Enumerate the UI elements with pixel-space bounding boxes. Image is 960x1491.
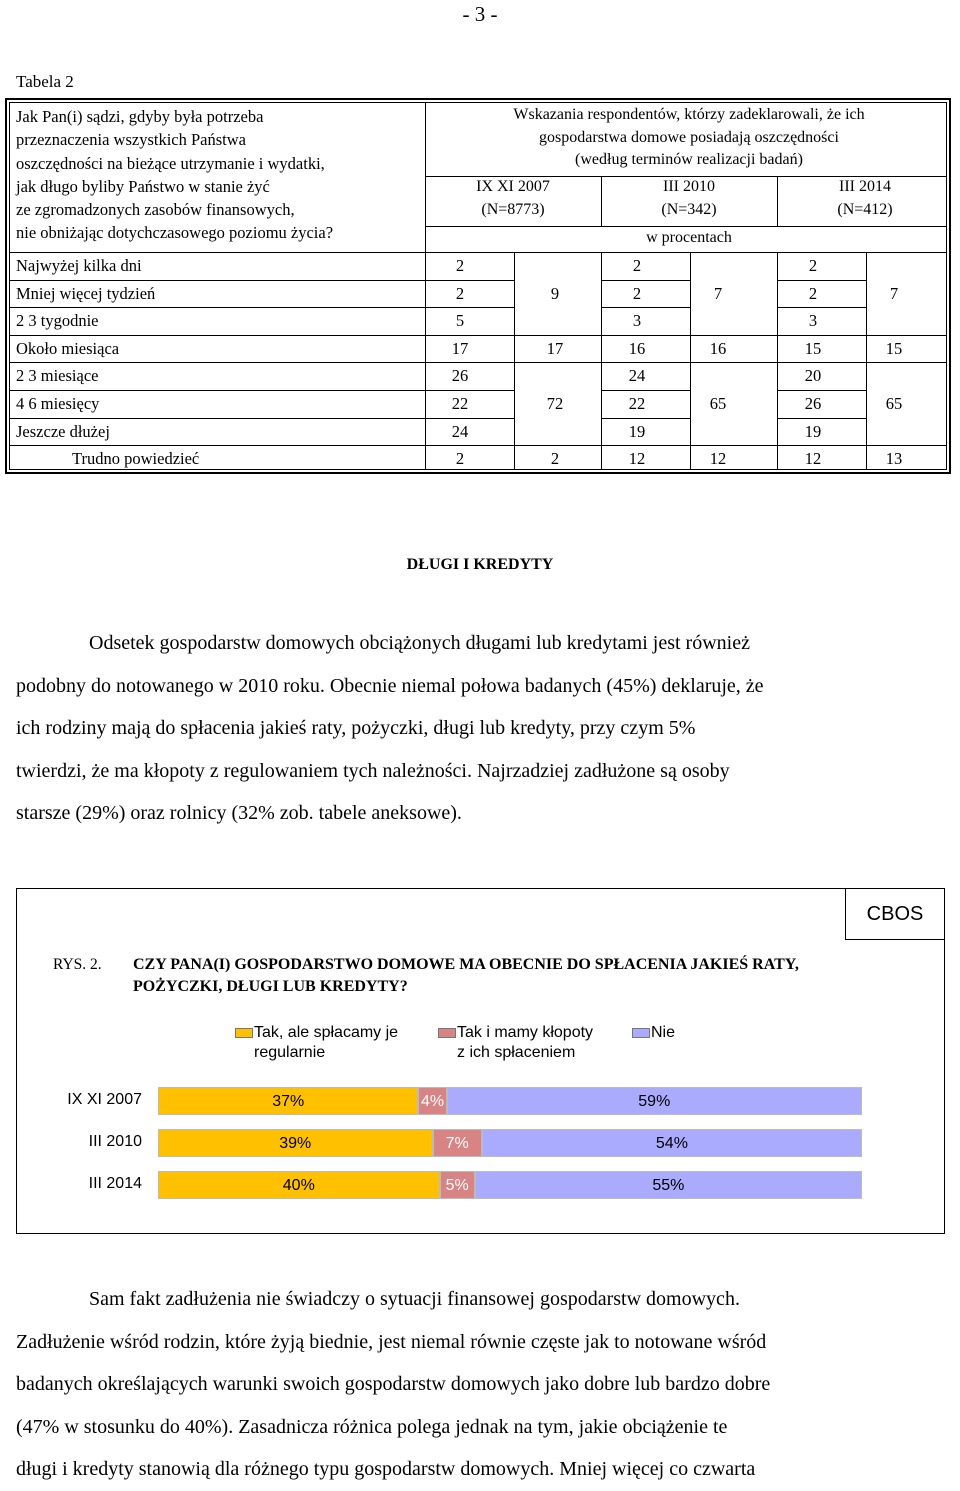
table-cell-value: 2 <box>808 283 818 303</box>
table-rule <box>9 280 514 281</box>
section-heading: DŁUGI I KREDYTY <box>406 556 554 573</box>
table-cell-group: 16 <box>709 338 727 358</box>
question-line: Jak Pan(i) sądzi, gdyby była potrzeba <box>16 107 264 126</box>
table-rule <box>777 307 866 308</box>
bar-value-label: 55% <box>652 1177 685 1194</box>
column-header-2007 <box>425 176 601 221</box>
legend-label-line: regularnie <box>254 1044 326 1061</box>
table-cell-value: 22 <box>451 394 469 413</box>
bar-segment <box>418 1087 446 1115</box>
table-cell-group: 15 <box>885 338 903 358</box>
table-rule <box>9 335 947 336</box>
table-cell-group: 7 <box>889 283 899 303</box>
legend-label <box>651 1023 675 1043</box>
bar-segment <box>158 1129 433 1157</box>
column-period: III 2010 <box>663 178 715 195</box>
table-rule <box>777 280 866 281</box>
table-rule <box>601 252 602 470</box>
header-line: gospodarstwa domowe posiadają oszczędności <box>539 128 839 146</box>
paragraph-line: ich rodziny mają do spłacenia jakieś raty, pożyczki, długi lub kredyty, przy czym 5% <box>16 717 696 739</box>
table-rule <box>9 252 947 253</box>
table-cell-value: 24 <box>628 366 646 386</box>
table-question <box>16 105 333 245</box>
table-cell-group: 7 <box>713 283 723 303</box>
table-cell-value: 22 <box>628 394 646 413</box>
table-cell-value: 26 <box>804 394 822 413</box>
bar-value-label: 5% <box>445 1177 469 1194</box>
question-line: jak długo byliby Państwo w stanie żyć <box>16 176 270 196</box>
bar-segment <box>475 1171 862 1199</box>
paragraph-line: starsze (29%) oraz rolnicy (32% zob. tabele aneksowe). <box>16 802 462 824</box>
column-period: IX XI 2007 <box>476 178 550 195</box>
bar-value-label: 59% <box>638 1093 671 1110</box>
table-row-label: Trudno powiedzieć <box>72 449 200 469</box>
cbos-logo: CBOS <box>845 888 945 940</box>
bar-segment <box>158 1087 418 1115</box>
bar-value-label: 40% <box>282 1177 315 1194</box>
page-number: - 3 - <box>462 2 498 26</box>
table-row-label: 2 3 miesiące <box>16 366 99 386</box>
bar-value-label: 39% <box>279 1135 312 1152</box>
table-rule <box>601 390 690 391</box>
category-label: III 2014 <box>88 1175 142 1192</box>
table-cell-value: 26 <box>451 366 469 386</box>
table-rule <box>9 307 514 308</box>
figure-title-line: POŻYCZKI, DŁUGI LUB KREDYTY? <box>133 978 408 995</box>
table-cell-value: 3 <box>632 311 642 331</box>
table-cell-group: 2 <box>550 449 560 469</box>
column-header-2010 <box>601 176 777 221</box>
table-row-label: 2 3 tygodnie <box>16 311 99 331</box>
table-cell-group: 72 <box>546 394 564 413</box>
table-cell-value: 20 <box>804 366 822 386</box>
legend-label-line: Tak i mamy kłopoty <box>457 1024 594 1041</box>
paragraph-line: Sam fakt zadłużenia nie świadczy o sytuacji finansowej gospodarstw domowych. <box>89 1288 740 1310</box>
bar-value-label: 37% <box>272 1093 305 1110</box>
figure-label: RYS. 2. <box>53 956 102 973</box>
table-cell-value: 2 <box>455 449 465 469</box>
table-unit: w procentach <box>646 229 732 246</box>
table-rule <box>601 280 690 281</box>
legend-label-line: Tak, ale spłacamy je <box>254 1024 399 1041</box>
table-row-label: Około miesiąca <box>16 338 120 358</box>
question-line: nie obniżając dotychczasowego poziomu życia? <box>16 223 334 243</box>
column-period: III 2014 <box>839 178 891 195</box>
legend-label-line: Nie <box>651 1024 676 1041</box>
table-cell-value: 2 <box>632 283 642 303</box>
figure-title-line: CZY PANA(I) GOSPODARSTWO DOMOWE MA OBECNIE DO SPŁACENIA JAKIEŚ RATY, <box>133 956 799 973</box>
bar-value-label: 54% <box>655 1135 688 1152</box>
column-header-2014 <box>777 176 953 221</box>
legend-swatch <box>235 1028 253 1038</box>
table-row-label: Najwyżej kilka dni <box>16 256 142 275</box>
table-header <box>425 104 953 172</box>
table-cell-value: 15 <box>804 338 822 358</box>
column-n: (N=412) <box>837 200 893 218</box>
table-cell-value: 16 <box>628 338 646 358</box>
bar-segment <box>440 1171 475 1199</box>
table-rule <box>9 362 947 363</box>
table-cell-value: 19 <box>628 421 646 441</box>
table-cell-group: 17 <box>546 338 564 358</box>
table-row-label: 4 6 miesięcy <box>16 394 100 413</box>
table-rule <box>777 252 778 470</box>
legend-label <box>254 1023 398 1063</box>
table-rule <box>777 418 866 419</box>
bar-value-label: 4% <box>420 1093 445 1110</box>
table-cell-value: 12 <box>804 449 822 469</box>
table-row-label: Mniej więcej tydzień <box>16 283 156 303</box>
table-caption: Tabela 2 <box>16 72 74 91</box>
table-row-label: Jeszcze dłużej <box>16 421 110 441</box>
paragraph-2 <box>16 1278 944 1491</box>
table-cell-group: 12 <box>709 449 727 469</box>
paragraph-line: badanych określających warunki swoich gospodarstw domowych jako dobre lub bardzo dobre <box>16 1373 771 1395</box>
table-rule <box>9 445 947 446</box>
table-cell-value: 19 <box>804 421 822 441</box>
paragraph-line: długi i kredyty stanowią dla różnego typu gospodarstw domowych. Mniej więcej co czwarta <box>16 1458 756 1480</box>
paragraph-line: twierdzi, że ma kłopoty z regulowaniem tych należności. Najrzadziej zadłużone są osoby <box>16 759 730 782</box>
table-cell-group: 13 <box>885 449 903 469</box>
bar-segment <box>447 1087 862 1115</box>
category-label: III 2010 <box>88 1133 142 1150</box>
table-cell-group: 65 <box>885 394 903 413</box>
table-cell-value: 12 <box>628 449 646 469</box>
table-cell-value: 24 <box>451 421 469 441</box>
table-cell-value: 2 <box>455 283 465 303</box>
legend-swatch <box>632 1028 650 1038</box>
paragraph-1 <box>16 622 944 835</box>
paragraph-line: Odsetek gospodarstw domowych obciążonych długami lub kredytami jest również <box>89 632 750 654</box>
table-cell-value: 3 <box>808 311 818 331</box>
category-label: IX XI 2007 <box>67 1091 142 1108</box>
table-rule <box>601 307 690 308</box>
question-line: przeznaczenia wszystkich Państwa <box>16 130 246 150</box>
table-rule <box>601 418 690 419</box>
header-line: (według terminów realizacji badań) <box>575 151 803 168</box>
bar-segment <box>433 1129 482 1157</box>
bar-value-label: 7% <box>445 1135 469 1152</box>
column-n: (N=342) <box>661 200 717 218</box>
legend-label-line: z ich spłaceniem <box>457 1044 576 1061</box>
table-cell-group: 9 <box>550 283 560 303</box>
paragraph-line: Zadłużenie wśród rodzin, które żyją biednie, jest niemal równie częste jak to notowane wśród <box>16 1330 767 1353</box>
table-rule <box>514 252 515 470</box>
column-n: (N=8773) <box>481 200 545 218</box>
table-cell-value: 2 <box>632 256 642 275</box>
figure-title <box>133 954 799 998</box>
table-cell-value: 17 <box>451 338 469 358</box>
table-cell-value: 5 <box>455 311 465 331</box>
table-rule <box>777 390 866 391</box>
table-cell-value: 2 <box>808 256 818 275</box>
legend-label <box>457 1023 593 1063</box>
table-rule <box>9 390 514 391</box>
table-cell-group: 65 <box>709 394 727 413</box>
header-line: Wskazania respondentów, którzy zadeklarowali, że ich <box>513 106 865 123</box>
bar-segment <box>482 1129 862 1157</box>
legend-swatch <box>438 1028 456 1038</box>
table-rule <box>9 418 514 419</box>
paragraph-line: (47% w stosunku do 40%). Zasadnicza różnica polega jednak na tym, jakie obciążenie te <box>16 1415 728 1438</box>
bar-segment <box>158 1171 440 1199</box>
question-line: oszczędności na bieżące utrzymanie i wydatki, <box>16 153 325 173</box>
table-cell-value: 2 <box>455 256 465 275</box>
paragraph-line: podobny do notowanego w 2010 roku. Obecnie niemal połowa badanych (45%) deklaruje, że <box>16 674 764 697</box>
question-line: ze zgromadzonych zasobów finansowych, <box>16 200 295 220</box>
